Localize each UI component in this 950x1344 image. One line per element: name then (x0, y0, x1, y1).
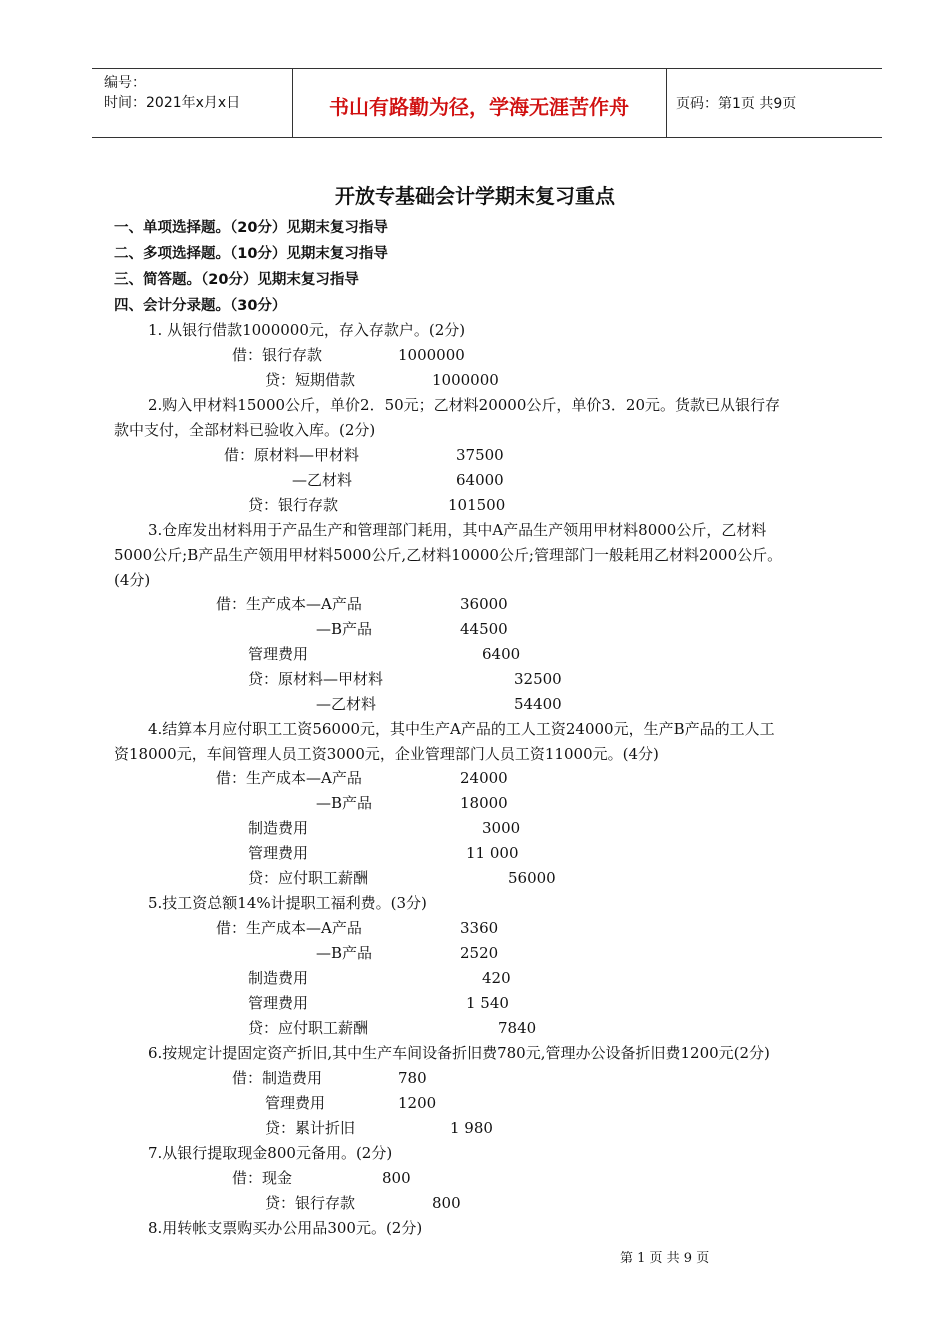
section-heading: 四、会计分录题。（30分） (114, 298, 287, 314)
text-line: 18000 (460, 794, 508, 812)
text-line: 32500 (514, 670, 562, 688)
text-line: 5.技工资总额14%计提职工福利费。(3分) (148, 894, 427, 912)
text-line: 借：生产成本—A产品 (216, 595, 362, 613)
text-line: 6400 (482, 645, 521, 663)
text-line: 管理费用 (248, 645, 309, 663)
text-line: 借：生产成本—A产品 (216, 769, 362, 787)
text-line: 管理费用 (248, 994, 309, 1012)
text-line: 借：现金 (232, 1169, 293, 1187)
text-line: 1200 (398, 1094, 437, 1112)
text-line: 6.按规定计提固定资产折旧,其中生产车间设备折旧费780元,管理办公设备折旧费1200元(2分) (148, 1044, 770, 1062)
header-page-info: 页码：第1页 共9页 (676, 96, 797, 112)
text-line: 24000 (460, 769, 508, 787)
text-line: 5000公斤;B产品生产领用甲材料5000公斤,乙材料10000公斤;管理部门一般耗用乙材料2000公斤。 (114, 546, 783, 564)
text-line: 制造费用 (248, 819, 309, 837)
text-line: —B产品 (316, 794, 373, 812)
text-line: 800 (432, 1194, 461, 1212)
text-line: 1. 从银行借款1000000元，存入存款户。(2分) (148, 321, 466, 339)
text-line: 贷：原材料—甲材料 (248, 670, 384, 688)
text-line: 800 (382, 1169, 411, 1187)
text-line: 4.结算本月应付职工工资56000元，其中生产A产品的工人工资24000元，生产B产品的工人工 (148, 720, 775, 738)
text-line: 借：原材料—甲材料 (224, 446, 360, 464)
text-line: —B产品 (316, 620, 373, 638)
text-line: 2.购入甲材料15000公斤，单价2．50元；乙材料20000公斤，单价3．20元。货款已从银行存 (148, 396, 781, 414)
text-line: 3360 (460, 919, 499, 937)
text-line: 7840 (498, 1019, 537, 1037)
page-header (92, 68, 882, 138)
text-line: 101500 (448, 496, 506, 514)
text-line: 借：银行存款 (232, 346, 323, 364)
text-line: 贷：累计折旧 (265, 1119, 356, 1137)
text-line: 贷：应付职工薪酬 (248, 869, 369, 887)
text-line: 44500 (460, 620, 508, 638)
section-heading: 三、简答题。（20分）见期末复习指导 (114, 272, 359, 288)
text-line: 36000 (460, 595, 508, 613)
text-line: 1 540 (466, 994, 509, 1012)
text-line: 11 000 (466, 844, 519, 862)
text-line: 制造费用 (248, 969, 309, 987)
text-line: 贷：应付职工薪酬 (248, 1019, 369, 1037)
section-heading: 二、多项选择题。（10分）见期末复习指导 (114, 246, 388, 262)
text-line: 借：生产成本—A产品 (216, 919, 362, 937)
text-line: 贷：短期借款 (265, 371, 356, 389)
text-line: 7.从银行提取现金800元备用。(2分) (148, 1144, 393, 1162)
text-line: 3000 (482, 819, 521, 837)
text-line: 管理费用 (265, 1094, 326, 1112)
text-line: 1000000 (432, 371, 499, 389)
text-line: 37500 (456, 446, 504, 464)
page-footer: 第 1 页 共 9 页 (620, 1251, 710, 1266)
text-line: 管理费用 (248, 844, 309, 862)
header-divider (666, 69, 667, 137)
text-line: 420 (482, 969, 511, 987)
number-label: 编号： (104, 75, 146, 91)
time-label: 时间：2021年x月x日 (104, 95, 241, 111)
text-line: 资18000元，车间管理人员工资3000元，企业管理部门人员工资11000元。(4分) (114, 745, 659, 763)
text-line: 借：制造费用 (232, 1069, 323, 1087)
text-line: 款中支付，全部材料已验收入库。(2分) (114, 421, 376, 439)
text-line: —B产品 (316, 944, 373, 962)
text-line: 1000000 (398, 346, 465, 364)
text-line: (4分) (114, 571, 151, 589)
header-meta (104, 73, 240, 113)
text-line: 8.用转帐支票购买办公用品300元。(2分) (148, 1219, 423, 1237)
text-line: —乙材料 (316, 695, 377, 713)
header-motto: 书山有路勤为径，学海无涯苦作舟 (329, 95, 629, 119)
text-line: 780 (398, 1069, 427, 1087)
text-line: 64000 (456, 471, 504, 489)
text-line: 56000 (508, 869, 556, 887)
text-line: 54400 (514, 695, 562, 713)
text-line: —乙材料 (292, 471, 353, 489)
text-line: 贷：银行存款 (248, 496, 339, 514)
document-title: 开放专基础会计学期末复习重点 (335, 184, 615, 208)
text-line: 2520 (460, 944, 499, 962)
text-line: 3.仓库发出材料用于产品生产和管理部门耗用，其中A产品生产领用甲材料8000公斤，乙材料 (148, 521, 767, 539)
text-line: 1 980 (450, 1119, 493, 1137)
text-line: 贷：银行存款 (265, 1194, 356, 1212)
section-heading: 一、单项选择题。（20分）见期末复习指导 (114, 220, 388, 236)
